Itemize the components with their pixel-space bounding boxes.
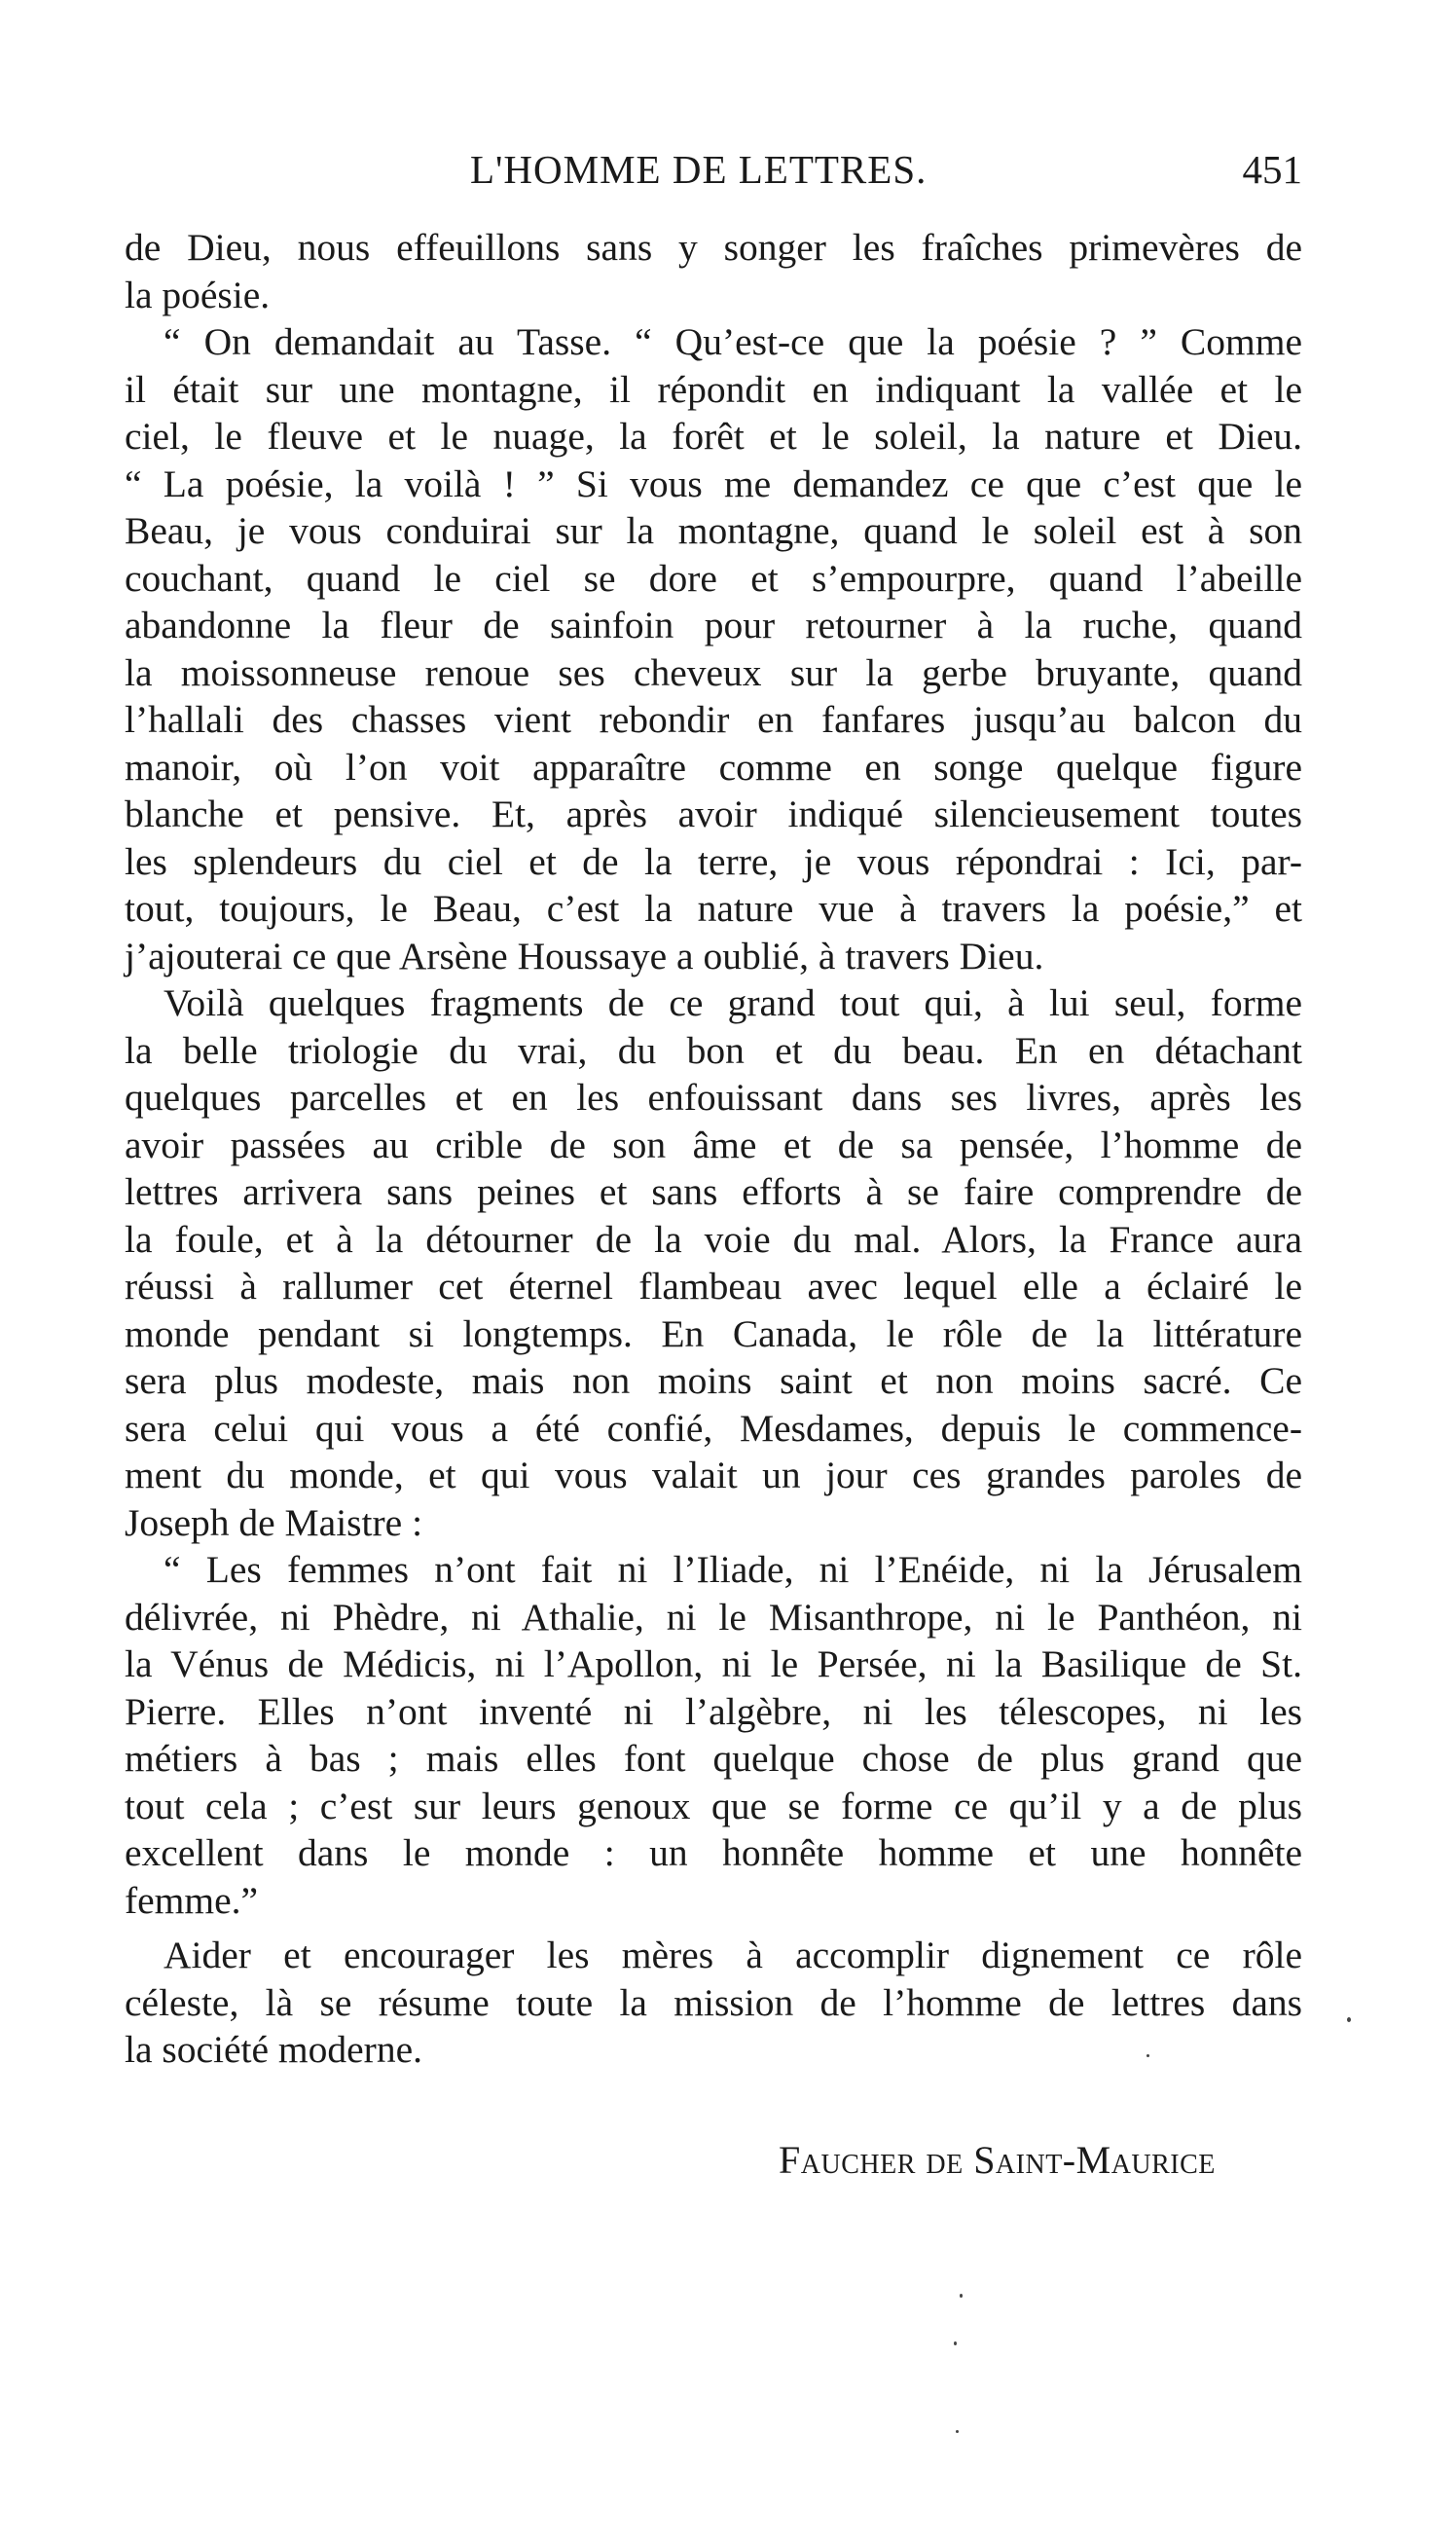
text-line: Voilà quelques fragments de ce grand tout qui, à lui seul, forme [164,981,1302,1024]
text-line: sera plus modeste, mais non moins saint et non moins sacré. Ce [125,1359,1302,1402]
page-number: 451 [1242,147,1302,192]
text-line: réussi à rallumer cet éternel flambeau avec lequel elle a éclairé le [125,1265,1302,1308]
text-line: lettres arrivera sans peines et sans efforts à se faire comprendre de [125,1170,1302,1213]
author-signature: Faucher de Saint-Maurice [779,2138,1216,2182]
quote-line: métiers à bas ; mais elles font quelque chose de plus grand que [125,1737,1302,1780]
text-line: l’hallali des chasses vient rebondir en fanfares jusqu’au balcon du [125,698,1302,741]
paragraph-gap [125,1924,1302,1932]
quote-line: délivrée, ni Phèdre, ni Athalie, ni le Misanthrope, ni le Panthéon, ni [125,1595,1302,1639]
text-line: la poésie. [125,273,271,316]
text-line: quelques parcelles et en les enfouissant dans ses livres, après les [125,1076,1302,1119]
text-line: Joseph de Maistre : [125,1500,423,1544]
text-line: il était sur une montagne, il répondit en indiquant la vallée et le [125,367,1302,411]
print-speck [954,2341,957,2345]
text-line: ment du monde, et qui vous valait un jour ces grandes paroles de [125,1454,1302,1496]
body-text [125,224,1302,2074]
quote-line: “ Les femmes n’ont fait ni l’Iliade, ni l’Enéide, ni la Jérusalem [164,1548,1302,1591]
text-line: j’ajouterai ce que Arsène Houssaye a oublié, à travers Dieu. [125,934,1044,977]
print-speck [956,2430,959,2433]
quote-line: la Vénus de Médicis, ni l’Apollon, ni le Persée, ni la Basilique de St. [125,1642,1302,1685]
text-line: la foule, et à la détourner de la voie du mal. Alors, la France aura [125,1217,1302,1261]
text-line: couchant, quand le ciel se dore et s’empourpre, quand l’abeille [125,556,1302,600]
text-line: la société moderne. [125,2028,422,2071]
print-speck [960,2294,963,2298]
text-line: ciel, le fleuve et le nuage, la forêt et le soleil, la nature et Dieu. [125,415,1302,458]
text-line: blanche et pensive. Et, après avoir indiqué silencieusement toutes [125,792,1302,835]
text-line: céleste, là se résume toute la mission de l’homme de lettres dans [125,1980,1302,2024]
text-line: abandonne la fleur de sainfoin pour retourner à la ruche, quand [125,604,1302,646]
running-title: L'HOMME DE LETTRES. [470,147,928,192]
quote-line: excellent dans le monde : un honnête homme et une honnête [125,1831,1302,1874]
text-line: Aider et encourager les mères à accomplir dignement ce rôle [164,1934,1302,1976]
running-head [125,146,1302,204]
print-speck [1347,2017,1351,2022]
text-line: monde pendant si longtemps. En Canada, le rôle de la littérature [125,1311,1302,1355]
text-line: de Dieu, nous effeuillons sans y songer les fraîches primevères de [125,226,1302,269]
text-line: tout, toujours, le Beau, c’est la nature vue à travers la poésie,” et [125,887,1302,930]
text-line: manoir, où l’on voit apparaître comme en songe quelque figure [125,745,1302,789]
text-line: la moissonneuse renoue ses cheveux sur la gerbe bruyante, quand [125,650,1302,694]
quote-line: Pierre. Elles n’ont inventé ni l’algèbre, ni les télescopes, ni les [125,1689,1302,1733]
text-line: avoir passées au crible de son âme et de sa pensée, l’homme de [125,1123,1302,1166]
quote-line: tout cela ; c’est sur leurs genoux que se forme ce qu’il y a de plus [125,1784,1302,1827]
text-line: les splendeurs du ciel et de la terre, je vous répondrai : Ici, par- [125,839,1302,883]
text-line: “ La poésie, la voilà ! ” Si vous me demandez ce que c’est que le [125,461,1302,505]
quote-line: femme.” [125,1878,259,1922]
text-line: la belle triologie du vrai, du bon et du beau. En en détachant [125,1028,1302,1072]
text-line: Beau, je vous conduirai sur la montagne, quand le soleil est à son [125,509,1302,552]
text-line: “ On demandait au Tasse. “ Qu’est-ce que la poésie ? ” Comme [164,320,1302,363]
print-speck [1147,2054,1149,2057]
text-line: sera celui qui vous a été confié, Mesdames, depuis le commence- [125,1406,1302,1450]
